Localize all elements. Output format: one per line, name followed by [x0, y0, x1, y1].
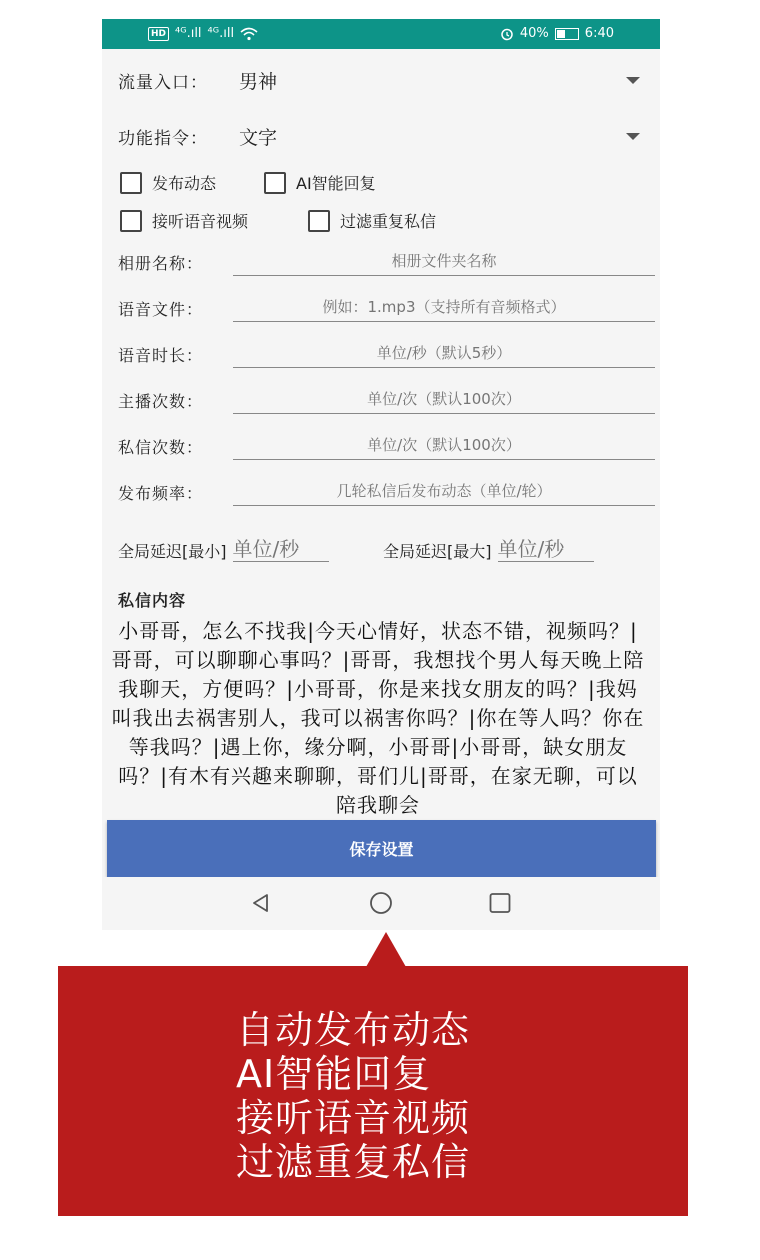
checkbox-icon[interactable] — [120, 172, 142, 194]
voice-file-label: 语音文件： — [118, 300, 204, 319]
host-count-input[interactable] — [233, 385, 655, 414]
save-button[interactable]: 保存设置 — [107, 820, 656, 877]
voice-duration-input[interactable] — [233, 339, 655, 368]
hd-icon: HD — [148, 27, 169, 41]
message-count-input[interactable] — [233, 431, 655, 460]
chevron-down-icon[interactable] — [626, 77, 640, 84]
phone-screen — [102, 19, 660, 930]
message-count-label: 私信次数： — [118, 438, 204, 457]
wifi-icon — [240, 27, 258, 41]
checkbox-label: 发布动态 — [152, 174, 217, 193]
callout-line: 自动发布动态 — [236, 1008, 471, 1052]
checkbox-label: AI智能回复 — [296, 174, 376, 193]
voice-duration-field — [118, 339, 656, 369]
checkbox-icon[interactable] — [120, 210, 142, 232]
recents-icon[interactable] — [488, 891, 512, 915]
clock: 6:40 — [584, 26, 614, 41]
battery-icon — [555, 28, 579, 40]
callout-pointer — [366, 932, 406, 967]
checkbox-answer-voice-video[interactable] — [120, 209, 248, 232]
home-icon[interactable] — [369, 891, 393, 915]
checkbox-ai-reply[interactable] — [264, 171, 376, 194]
checkbox-icon[interactable] — [308, 210, 330, 232]
battery-percent: 40% — [519, 26, 549, 41]
voice-file-field — [118, 293, 656, 323]
voice-duration-label: 语音时长： — [118, 346, 204, 365]
album-name-field — [118, 247, 656, 277]
publish-frequency-field — [118, 477, 656, 507]
album-name-input[interactable] — [233, 247, 655, 276]
delay-min-field — [118, 537, 329, 562]
checkbox-icon[interactable] — [264, 172, 286, 194]
function-command-label: 功能指令： — [118, 128, 208, 149]
function-command-value: 文字 — [239, 126, 278, 149]
delay-max-field — [383, 537, 594, 562]
delay-max-input[interactable] — [498, 537, 594, 562]
delay-min-input[interactable] — [233, 537, 329, 562]
message-count-field — [118, 431, 656, 461]
signal-icon: ⁴ᴳ.ıll — [175, 26, 202, 41]
checkbox-filter-duplicate[interactable] — [308, 209, 436, 232]
delay-min-label: 全局延迟[最小] — [118, 542, 227, 561]
album-name-label: 相册名称： — [118, 254, 204, 273]
navigation-bar — [102, 877, 660, 930]
traffic-entry-select[interactable] — [118, 65, 648, 95]
publish-frequency-label: 发布频率： — [118, 484, 204, 503]
feature-callout — [58, 966, 688, 1216]
message-section-title: 私信内容 — [118, 591, 187, 610]
host-count-field — [118, 385, 656, 415]
publish-frequency-input[interactable] — [233, 477, 655, 506]
function-command-select[interactable] — [118, 121, 648, 151]
checkbox-publish-moments[interactable] — [120, 171, 216, 194]
callout-line: 过滤重复私信 — [236, 1140, 471, 1184]
delay-max-label: 全局延迟[最大] — [383, 542, 492, 561]
callout-line: AI智能回复 — [236, 1052, 432, 1096]
status-bar — [102, 19, 660, 49]
checkbox-label: 接听语音视频 — [152, 212, 249, 231]
traffic-entry-label: 流量入口： — [118, 72, 208, 93]
back-icon[interactable] — [249, 891, 273, 915]
traffic-entry-value: 男神 — [239, 70, 278, 93]
chevron-down-icon[interactable] — [626, 133, 640, 140]
message-content-textarea[interactable]: 小哥哥，怎么不找我|今天心情好，状态不错，视频吗？|哥哥，可以聊聊心事吗？|哥哥，我想找个男人每天晚上陪我聊天，方便吗？|小哥哥，你是来找女朋友的吗？|我妈叫我出去祸害别人，我可以祸害你吗？|你在等人吗？你在等我吗？|遇上你，缘分啊，小哥哥|小哥哥，缺女朋友吗？|有木有兴趣来聊聊，哥们儿|哥哥，在家无聊，可以陪我聊会 — [111, 619, 645, 817]
signal-icon: ⁴ᴳ.ıll — [207, 26, 235, 41]
voice-file-input[interactable] — [233, 293, 655, 322]
callout-line: 接听语音视频 — [236, 1096, 471, 1140]
host-count-label: 主播次数： — [118, 392, 204, 411]
alarm-icon — [500, 27, 514, 41]
checkbox-label: 过滤重复私信 — [340, 212, 437, 231]
